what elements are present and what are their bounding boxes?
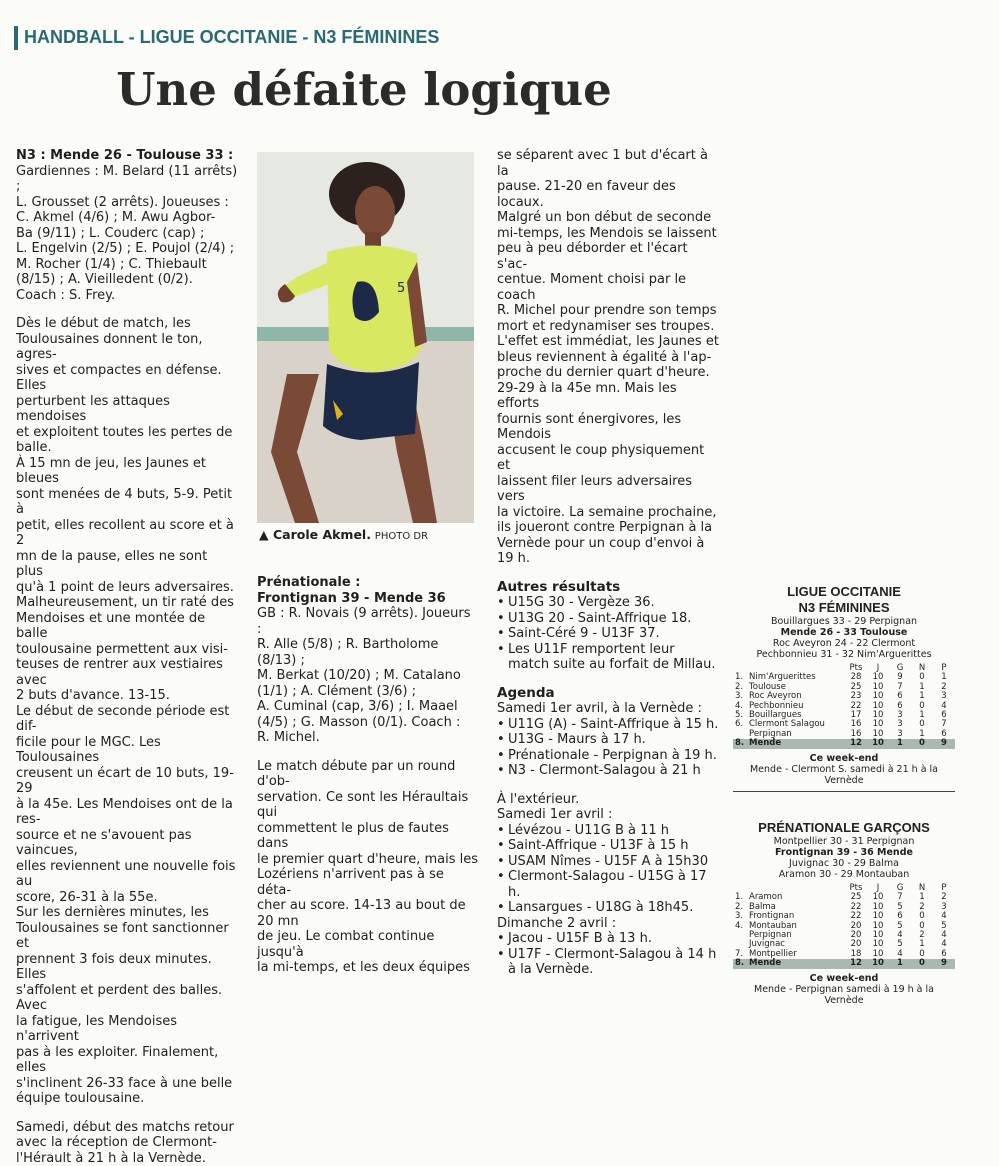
- cell-n: 1: [911, 893, 933, 902]
- list-item: • Lansargues - U18G à 18h45.: [497, 900, 719, 916]
- paragraph-4: [16, 905, 238, 1107]
- cell-team: Roc Aveyron: [747, 692, 845, 701]
- list-item: • Lévézou - U11G B à 11 h: [497, 823, 719, 839]
- paragraph-5: [16, 1120, 238, 1166]
- cell-j: 10: [867, 950, 889, 959]
- column-header: J: [867, 884, 889, 893]
- cell-n: 1: [911, 730, 933, 739]
- text-line: mi-temps, les Mendois se laissent: [497, 226, 719, 242]
- text-line: Coach : S. Frey.: [16, 288, 238, 304]
- text-line: 2 buts d'avance. 13-15.: [16, 688, 238, 704]
- lineup-title: N3 : Mende 26 - Toulouse 33 :: [16, 148, 238, 164]
- cell-team: Perpignan: [747, 931, 845, 940]
- n3-weekend-title: Ce week-end: [733, 753, 955, 764]
- column-header: P: [933, 884, 955, 893]
- list-item: • Saint-Affrique - U13F à 15 h: [497, 838, 719, 854]
- cell-rank: 7.: [733, 950, 747, 959]
- text-line: L. Grousset (2 arrêts). Joueuses :: [16, 195, 238, 211]
- cell-n: 0: [911, 959, 933, 968]
- column-header: Pts: [845, 884, 867, 893]
- text-line: C. Akmel (4/6) ; M. Awu Agbor-: [16, 210, 238, 226]
- cell-j: 10: [867, 959, 889, 968]
- text-line: pause. 21-20 en faveur des locaux.: [497, 179, 719, 210]
- text-line: elles reviennent une nouvelle fois au: [16, 859, 238, 890]
- list-item: • U13G - Maurs à 17 h.: [497, 732, 719, 748]
- text-line: teuses de rentrer aux vestiaires avec: [16, 657, 238, 688]
- text-line: laissent filer leurs adversaires vers: [497, 474, 719, 505]
- paragraph-2: [16, 456, 238, 704]
- cell-g: 3: [889, 711, 911, 720]
- cell-rank: 2.: [733, 903, 747, 912]
- cell-pts: 25: [845, 893, 867, 902]
- cell-p: 9: [933, 959, 955, 968]
- text-line: s'inclinent 26-33 face à une belle: [16, 1076, 238, 1092]
- cell-rank: 1.: [733, 673, 747, 682]
- cell-j: 10: [867, 893, 889, 902]
- text-line: À 15 mn de jeu, les Jaunes et bleues: [16, 456, 238, 487]
- cell-pts: 20: [845, 940, 867, 949]
- text-line: qu'à 1 point de leurs adversaires.: [16, 580, 238, 596]
- text-line: peu à peu déborder et l'écart s'ac-: [497, 241, 719, 272]
- cell-pts: 23: [845, 692, 867, 701]
- cell-rank: [733, 931, 747, 940]
- cell-g: 5: [889, 903, 911, 912]
- text-line: cher au score. 14-13 au bout de 20 mn: [257, 898, 479, 929]
- cell-j: 10: [867, 702, 889, 711]
- cell-pts: 22: [845, 912, 867, 921]
- agenda-title: Agenda: [497, 686, 719, 702]
- cell-n: 1: [911, 711, 933, 720]
- agenda-away-date: Samedi 1er avril :: [497, 807, 719, 823]
- text-line: ficile pour le MGC. Les Toulousaines: [16, 735, 238, 766]
- cell-n: 0: [911, 912, 933, 921]
- text-line: Toulousaines donnent le ton, agres-: [16, 332, 238, 363]
- text-line: commettent le plus de fautes dans: [257, 821, 479, 852]
- paragraph-3: [16, 704, 238, 906]
- list-item: • Les U11F remportent leur match suite au forfait de Millau.: [497, 642, 719, 673]
- text-line: source et ne s'avouent pas vaincues,: [16, 828, 238, 859]
- cell-pts: 22: [845, 903, 867, 912]
- cell-j: 10: [867, 739, 889, 748]
- results-list: [497, 595, 719, 673]
- cell-p: 4: [933, 702, 955, 711]
- cell-team: Mende: [747, 959, 845, 968]
- cell-team: Montpellier: [747, 950, 845, 959]
- list-item: • U15G 30 - Vergèze 36.: [497, 595, 719, 611]
- table-row: [733, 959, 955, 968]
- text-line: (8/15) ; A. Vieilledent (0/2).: [16, 272, 238, 288]
- text-line: Gardiennes : M. Belard (11 arrêts) ;: [16, 164, 238, 195]
- result-line: Juvignac 30 - 29 Balma: [733, 858, 955, 869]
- cell-g: 1: [889, 739, 911, 748]
- cell-team: Nim'Arguerittes: [747, 673, 845, 682]
- cell-team: Clermont Salagou: [747, 720, 845, 729]
- prenat-title: PRÉNATIONALE GARÇONS: [733, 820, 955, 836]
- list-item: • U13G 20 - Saint-Affrique 18.: [497, 611, 719, 627]
- result-line: Frontignan 39 - 36 Mende: [733, 847, 955, 858]
- list-item: • U17F - Clermont-Salagou à 14 h à la Vernède.: [497, 947, 719, 978]
- cell-j: 10: [867, 673, 889, 682]
- cell-pts: 25: [845, 683, 867, 692]
- text-line: Le début de seconde période est dif-: [16, 704, 238, 735]
- text-line: L. Engelvin (2/5) ; E. Poujol (2/4) ;: [16, 241, 238, 257]
- player-photo: [257, 152, 474, 523]
- text-line: pas à les exploiter. Finalement, elles: [16, 1045, 238, 1076]
- text-line: Toulousaines se font sanctionner et: [16, 921, 238, 952]
- cell-g: 6: [889, 692, 911, 701]
- cell-j: 10: [867, 720, 889, 729]
- text-line: M. Rocher (1/4) ; C. Thiebault: [16, 257, 238, 273]
- result-line: Bouillargues 33 - 29 Perpignan: [733, 616, 955, 627]
- text-line: L'effet est immédiat, les Jaunes et: [497, 334, 719, 350]
- prenat-score: Frontignan 39 - Mende 36: [257, 591, 479, 607]
- lineup-text: [16, 164, 238, 304]
- cell-rank: 4.: [733, 702, 747, 711]
- cell-p: 2: [933, 893, 955, 902]
- column-header: G: [889, 884, 911, 893]
- cell-rank: 8.: [733, 959, 747, 968]
- prenat-standings-box: [733, 820, 955, 1006]
- cell-team: Toulouse: [747, 683, 845, 692]
- cell-n: 0: [911, 720, 933, 729]
- cell-p: 1: [933, 673, 955, 682]
- cell-rank: 6.: [733, 720, 747, 729]
- column-header: P: [933, 664, 955, 673]
- cell-p: 2: [933, 683, 955, 692]
- cell-p: 3: [933, 692, 955, 701]
- photo-caption: [259, 527, 428, 542]
- text-line: R. Michel.: [257, 730, 479, 746]
- table-row: [733, 739, 955, 748]
- cell-pts: 18: [845, 950, 867, 959]
- text-line: le premier quart d'heure, mais les: [257, 852, 479, 868]
- cell-rank: 5.: [733, 711, 747, 720]
- cell-n: 2: [911, 903, 933, 912]
- cell-pts: 16: [845, 730, 867, 739]
- text-line: sives et compactes en défense. Elles: [16, 363, 238, 394]
- text-line: balle.: [16, 440, 238, 456]
- article-title: Une défaite logique: [0, 60, 728, 120]
- text-line: accusent le coup physiquement et: [497, 443, 719, 474]
- cell-j: 10: [867, 711, 889, 720]
- result-line: Mende 26 - 33 Toulouse: [733, 627, 955, 638]
- list-item: • USAM Nîmes - U15F A à 15h30: [497, 854, 719, 870]
- cell-j: 10: [867, 912, 889, 921]
- result-line: Pechbonnieu 31 - 32 Nim'Arguerittes: [733, 649, 955, 660]
- cell-j: 10: [867, 730, 889, 739]
- text-line: l'Hérault à 21 h à la Vernède.: [16, 1151, 238, 1166]
- result-line: Montpellier 30 - 31 Perpignan: [733, 836, 955, 847]
- cell-pts: 12: [845, 959, 867, 968]
- text-line: perturbent les attaques mendoises: [16, 394, 238, 425]
- cell-rank: 4.: [733, 922, 747, 931]
- text-line: M. Berkat (10/20) ; M. Catalano: [257, 668, 479, 684]
- cell-team: Balma: [747, 903, 845, 912]
- text-line: mn de la pause, elles ne sont plus: [16, 549, 238, 580]
- text-line: A. Cuminal (cap, 3/6) ; I. Maael: [257, 699, 479, 715]
- article-column-1: [16, 148, 238, 1166]
- text-line: Malheureusement, un tir raté des: [16, 595, 238, 611]
- cell-n: 1: [911, 683, 933, 692]
- text-line: la victoire. La semaine prochaine,: [497, 505, 719, 521]
- text-line: ils joueront contre Perpignan à la: [497, 520, 719, 536]
- section-kicker: HANDBALL - LIGUE OCCITANIE - N3 FÉMININES: [14, 26, 514, 50]
- results-title: Autres résultats: [497, 580, 719, 596]
- cell-n: 0: [911, 950, 933, 959]
- column-header: G: [889, 664, 911, 673]
- cell-g: 4: [889, 950, 911, 959]
- prenat-weekend-title: Ce week-end: [733, 973, 955, 984]
- cell-rank: 8.: [733, 739, 747, 748]
- text-line: la fatigue, les Mendoises n'arrivent: [16, 1014, 238, 1045]
- cell-g: 9: [889, 673, 911, 682]
- prenat-weekend-text: Mende - Perpignan samedi à 19 h à la Vernède: [733, 984, 955, 1006]
- text-line: Samedi, début des matchs retour: [16, 1120, 238, 1136]
- cell-team: Montauban: [747, 922, 845, 931]
- text-line: s'affolent et perdent des balles. Avec: [16, 983, 238, 1014]
- cell-team: Perpignan: [747, 730, 845, 739]
- cell-pts: 22: [845, 702, 867, 711]
- article-column-2: [257, 575, 479, 976]
- prenat-section-title: Prénationale :: [257, 575, 479, 591]
- cell-g: 7: [889, 893, 911, 902]
- cell-p: 3: [933, 903, 955, 912]
- text-line: 29-29 à la 45e mn. Mais les efforts: [497, 381, 719, 412]
- cell-p: 4: [933, 931, 955, 940]
- n3-results: [733, 616, 955, 660]
- cell-team: Mende: [747, 739, 845, 748]
- column-header: N: [911, 664, 933, 673]
- agenda-away-list: [497, 823, 719, 916]
- cell-n: 1: [911, 940, 933, 949]
- prenat-paragraph-cont: [497, 148, 719, 567]
- n3-title-1: LIGUE OCCITANIE: [733, 584, 955, 600]
- prenat-paragraph: [257, 759, 479, 976]
- text-line: la mi-temps, et les deux équipes: [257, 960, 479, 976]
- cell-team: Bouillargues: [747, 711, 845, 720]
- text-line: centue. Moment choisi par le coach: [497, 272, 719, 303]
- cell-p: 5: [933, 922, 955, 931]
- text-line: bleus reviennent à égalité à l'ap-: [497, 350, 719, 366]
- cell-p: 6: [933, 711, 955, 720]
- text-line: (4/5) ; G. Masson (0/1). Coach :: [257, 715, 479, 731]
- list-item: • Prénationale - Perpignan à 19 h.: [497, 748, 719, 764]
- cell-p: 4: [933, 912, 955, 921]
- text-line: R. Alle (5/8) ; R. Bartholome (8/13) ;: [257, 637, 479, 668]
- cell-team: Aramon: [747, 893, 845, 902]
- result-line: Aramon 30 - 29 Montauban: [733, 869, 955, 880]
- cell-g: 3: [889, 720, 911, 729]
- cell-pts: 20: [845, 931, 867, 940]
- text-line: (1/1) ; A. Clément (3/6) ;: [257, 684, 479, 700]
- prenat-table: [733, 884, 955, 969]
- cell-g: 6: [889, 702, 911, 711]
- paragraph-1: [16, 316, 238, 456]
- cell-g: 1: [889, 959, 911, 968]
- cell-pts: 28: [845, 673, 867, 682]
- agenda-away-title: À l'extérieur.: [497, 792, 719, 808]
- n3-divider: [733, 791, 955, 792]
- cell-team: Frontignan: [747, 912, 845, 921]
- cell-pts: 17: [845, 711, 867, 720]
- cell-g: 5: [889, 922, 911, 931]
- text-line: à la 45e. Les Mendoises ont de la res-: [16, 797, 238, 828]
- cell-j: 10: [867, 931, 889, 940]
- agenda-home-date: Samedi 1er avril, à la Vernède :: [497, 701, 719, 717]
- article-column-3: [497, 148, 719, 978]
- list-item: • Clermont-Salagou - U15G à 17 h.: [497, 869, 719, 900]
- column-header: J: [867, 664, 889, 673]
- n3-table: [733, 664, 955, 749]
- cell-pts: 20: [845, 922, 867, 931]
- text-line: servation. Ce sont les Héraultais qui: [257, 790, 479, 821]
- text-line: mort et redynamiser ses troupes.: [497, 319, 719, 335]
- cell-rank: 3.: [733, 692, 747, 701]
- text-line: GB : R. Novais (9 arrêts). Joueurs :: [257, 606, 479, 637]
- text-line: Sur les dernières minutes, les: [16, 905, 238, 921]
- cell-g: 7: [889, 683, 911, 692]
- cell-g: 6: [889, 912, 911, 921]
- column-header: N: [911, 884, 933, 893]
- text-line: toulousaine permettent aux visi-: [16, 642, 238, 658]
- cell-rank: 1.: [733, 893, 747, 902]
- text-line: Mendoises et une montée de balle: [16, 611, 238, 642]
- cell-j: 10: [867, 692, 889, 701]
- text-line: Vernède pour un coup d'envoi à: [497, 536, 719, 552]
- cell-n: 0: [911, 702, 933, 711]
- agenda-home-list: [497, 717, 719, 779]
- text-line: de jeu. Le combat continue jusqu'à: [257, 929, 479, 960]
- result-line: Roc Aveyron 24 - 22 Clermont: [733, 638, 955, 649]
- cell-j: 10: [867, 903, 889, 912]
- cell-p: 9: [933, 739, 955, 748]
- text-line: équipe toulousaine.: [16, 1091, 238, 1107]
- cell-p: 6: [933, 730, 955, 739]
- column-header: Pts: [845, 664, 867, 673]
- text-line: petit, elles recollent au score et à 2: [16, 518, 238, 549]
- text-line: avec la réception de Clermont-: [16, 1135, 238, 1151]
- cell-n: 0: [911, 922, 933, 931]
- text-line: Ba (9/11) ; L. Couderc (cap) ;: [16, 226, 238, 242]
- text-line: Dès le début de match, les: [16, 316, 238, 332]
- cell-p: 7: [933, 720, 955, 729]
- svg-text:5: 5: [397, 281, 405, 296]
- text-line: sont menées de 4 buts, 5-9. Petit à: [16, 487, 238, 518]
- cell-pts: 16: [845, 720, 867, 729]
- cell-p: 6: [933, 950, 955, 959]
- cell-j: 10: [867, 922, 889, 931]
- text-line: Lozériens n'arrivent pas à se déta-: [257, 867, 479, 898]
- cell-pts: 12: [845, 739, 867, 748]
- list-item: • U11G (A) - Saint-Affrique à 15 h.: [497, 717, 719, 733]
- caption-credit: PHOTO DR: [375, 531, 428, 542]
- cell-n: 0: [911, 739, 933, 748]
- n3-title-2: N3 FÉMININES: [733, 600, 955, 616]
- agenda-sunday-date: Dimanche 2 avril :: [497, 916, 719, 932]
- list-item: • N3 - Clermont-Salagou à 21 h: [497, 763, 719, 779]
- text-line: Le match débute par un round d'ob-: [257, 759, 479, 790]
- cell-g: 4: [889, 931, 911, 940]
- prenat-results: [733, 836, 955, 880]
- text-line: R. Michel pour prendre son temps: [497, 303, 719, 319]
- text-line: Malgré un bon début de seconde: [497, 210, 719, 226]
- list-item: • Jacou - U15F B à 13 h.: [497, 931, 719, 947]
- cell-n: 1: [911, 692, 933, 701]
- text-line: et exploitent toutes les pertes de: [16, 425, 238, 441]
- cell-p: 4: [933, 940, 955, 949]
- text-line: prennent 3 fois deux minutes. Elles: [16, 952, 238, 983]
- text-line: proche du dernier quart d'heure.: [497, 365, 719, 381]
- cell-rank: 2.: [733, 683, 747, 692]
- list-item: • Saint-Céré 9 - U13F 37.: [497, 626, 719, 642]
- text-line: creusent un écart de 10 buts, 19-29: [16, 766, 238, 797]
- cell-g: 3: [889, 730, 911, 739]
- text-line: se séparent avec 1 but d'écart à la: [497, 148, 719, 179]
- cell-rank: 3.: [733, 912, 747, 921]
- n3-standings-box: [733, 584, 955, 792]
- caption-name: ▲ Carole Akmel.: [259, 527, 371, 542]
- agenda-sunday-list: [497, 931, 719, 978]
- cell-team: Pechbonnieu: [747, 702, 845, 711]
- player-illustration: [257, 152, 474, 523]
- cell-team: Juvignac: [747, 940, 845, 949]
- prenat-lineup: [257, 606, 479, 746]
- cell-n: 0: [911, 673, 933, 682]
- cell-j: 10: [867, 683, 889, 692]
- cell-j: 10: [867, 940, 889, 949]
- cell-g: 5: [889, 940, 911, 949]
- n3-weekend-text: Mende - Clermont S. samedi à 21 h à la Vernède: [733, 764, 955, 786]
- text-line: fournis sont énergivores, les Mendois: [497, 412, 719, 443]
- text-line: score, 26-31 à la 55e.: [16, 890, 238, 906]
- text-line: 19 h.: [497, 551, 719, 567]
- cell-n: 2: [911, 931, 933, 940]
